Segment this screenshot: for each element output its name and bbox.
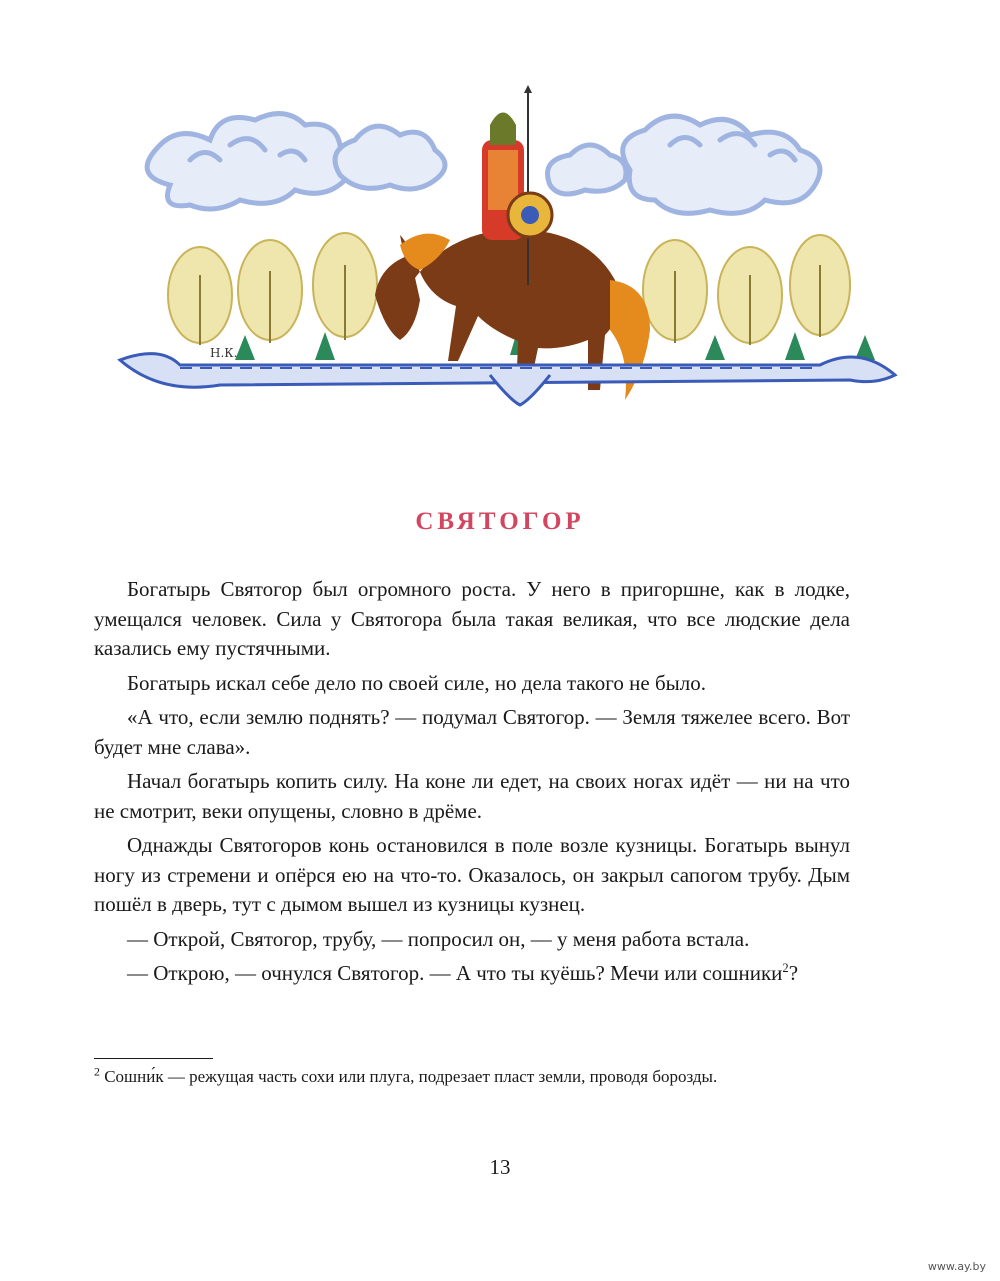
paragraph-end: ? xyxy=(788,961,799,985)
trees-right xyxy=(643,235,850,345)
footnote-text: Сошни́к — режущая часть сохи или плуга, подрезает пласт земли, проводя борозды. xyxy=(104,1067,718,1086)
footnote xyxy=(94,1066,850,1088)
trees-left xyxy=(168,233,377,345)
paragraph-last xyxy=(94,959,850,989)
paragraph: — Открой, Святогор, трубу, — попросил он, — у меня работа встала. xyxy=(127,926,750,951)
paragraph: Однажды Святогоров конь остановился в поле возле кузницы. Богатырь вынул ногу из стремени и опёрся ею на что-то. Оказалось, он закрыл сапогом трубу. Дым пошёл в дверь, тут с дымом вышел из кузницы кузнец. xyxy=(94,833,850,916)
page-number: 13 xyxy=(489,1155,511,1179)
chapter-title: СВЯТОГОР xyxy=(415,508,585,535)
paragraph: Богатырь Святогор был огромного роста. У него в пригоршне, как в лодке, умещался человек. Сила у Святогора была такая великая, что все людские дела казались ему пустячными. xyxy=(94,577,850,660)
paragraph: «А что, если землю поднять? — подумал Святогор. — Земля тяжелее всего. Вот будет мне слава». xyxy=(94,705,850,759)
paragraph: Начал богатырь копить силу. На коне ли едет, на своих ногах идёт — ни на что не смотрит, веки опущены, словно в дрёме. xyxy=(94,769,850,823)
footnote-ref[interactable]: 2 xyxy=(782,961,789,975)
paragraph: Богатырь искал себе дело по своей силе, но дела такого не было. xyxy=(127,670,706,695)
footnote-number: 2 xyxy=(94,1064,100,1079)
cloud-right xyxy=(548,116,821,213)
paragraph-text: — Открою, — очнулся Святогор. — А что ты куёшь? Мечи или сошники xyxy=(127,961,783,985)
bogatyr-illustration xyxy=(110,85,905,415)
cloud-left xyxy=(147,114,445,209)
ground-band xyxy=(120,354,895,405)
body-text xyxy=(94,575,850,994)
artist-monogram: Н.К. xyxy=(210,346,238,360)
watermark: www.ay.by xyxy=(927,1260,986,1273)
footnote-separator xyxy=(94,1058,213,1059)
